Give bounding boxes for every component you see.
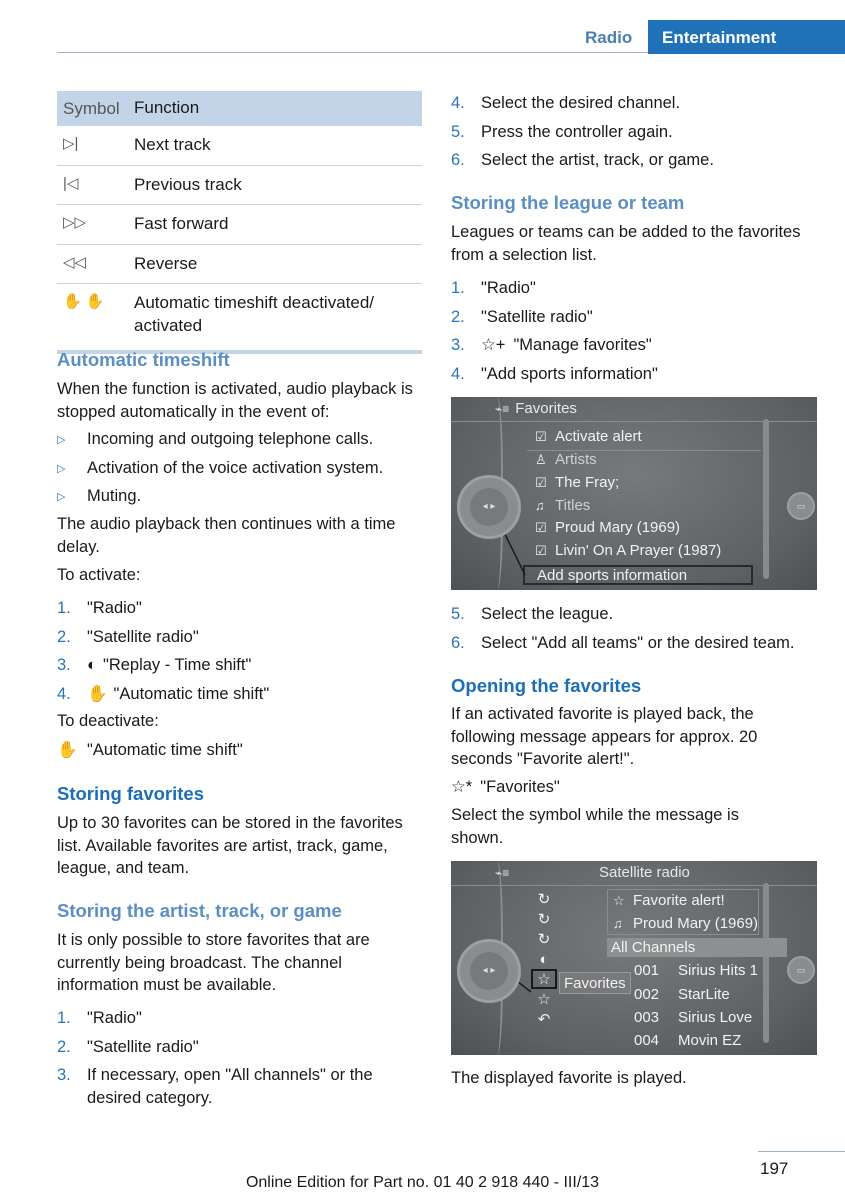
steps-select-channel [451,92,831,178]
table-row [57,284,422,345]
list-item [57,683,427,712]
controller-knob[interactable] [457,939,521,1003]
step-number: 6. [451,151,465,169]
step-text: "Satellite radio" [481,307,593,326]
step-number: 4. [57,684,71,703]
col-function: Function [134,98,200,118]
activate-steps [57,597,427,711]
list-item [451,334,831,363]
menu-item-label: Proud Mary (1969) [555,519,681,536]
back-icon[interactable]: ↶ [537,1011,551,1028]
step-text: "Satellite radio" [87,1037,199,1056]
col-symbol: Symbol [63,98,120,118]
music-note-icon: ♫ [613,916,623,931]
league-steps [451,277,831,391]
list-item [57,1036,427,1065]
bullet-text: Activation of the voice activation system. [87,458,384,477]
screen-title-text: Favorites [515,400,577,417]
list-item [451,363,831,392]
step-text: "Automatic time shift" [113,684,270,703]
heading-storing-artist: Storing the artist, track, or game [57,900,342,921]
channel-number: 003 [634,1009,660,1026]
step-number: 1. [57,599,71,617]
channel-number: 004 [634,1032,660,1049]
satellite-radio-screen [451,861,817,1055]
list-item [57,428,427,457]
heading-storing-favorites: Storing favorites [57,783,204,804]
heading-opening-favorites: Opening the favorites [451,675,642,696]
options-button[interactable] [787,956,815,984]
list-item [451,632,831,661]
music-note-icon: ♫ [535,498,545,513]
menu-item-label: The Fray; [555,474,620,491]
timeshift-active-icon: ✋ [57,741,78,759]
fast-forward-icon: ▷▷ [63,214,87,231]
list-item [57,597,427,626]
step-text: Select "Add all teams" or the desired team. [481,633,795,652]
paragraph-timeshift: When the function is activated, audio playback is stopped automatically in the event of: [57,380,413,421]
next-track-icon: ▷| [63,135,79,152]
list-item [57,654,427,683]
chapter-tab-entertainment[interactable]: Entertainment [648,20,845,54]
manage-favorites-icon: ☆+ [481,336,506,354]
list-item [451,603,831,632]
step-text: "Add sports information" [481,364,658,383]
favorites-icon[interactable]: ☆ [531,969,557,989]
step-text: Press the controller again. [481,122,673,141]
bullet-text: Incoming and outgoing telephone calls. [87,430,374,448]
step-text: "Favorites" [480,778,560,796]
options-icon: ▭ [796,965,806,975]
table-row [57,205,422,245]
table-row [57,245,422,285]
alert-text: Favorite alert! [633,892,725,909]
label-to-activate: To activate: [57,566,141,584]
step-text: "Replay - Time shift" [102,656,252,674]
step-text: "Manage favorites" [513,336,652,354]
replay-icon: ◐ [87,656,97,674]
list-item [451,306,831,335]
step-text: "Radio" [87,1009,142,1027]
antenna-icon: ⌁≡ [495,402,510,416]
options-icon: ▭ [796,501,806,511]
list-item [451,277,831,306]
checkbox-icon: ☑ [535,474,547,490]
step-number: 2. [57,1037,71,1056]
category-label: All Channels [611,939,696,956]
channel-number: 001 [634,962,660,979]
list-item [57,485,427,514]
menu-item-label: Livin' On A Prayer (1987) [555,542,722,559]
step-text: If necessary, open "All channels" or the desired category. [87,1066,373,1107]
step-number: 6. [451,633,465,652]
label-to-deactivate: To deactivate: [57,712,159,730]
checkbox-icon: ☑ [535,428,547,444]
step-number: 3. [451,336,465,354]
channel-name: StarLite [678,986,730,1003]
star-icon: ☆ [613,892,625,908]
step-text: "Radio" [87,599,142,617]
table-cell: Reverse [134,253,198,273]
timeshift-icon[interactable]: ◐ [539,950,549,968]
heading-storing-league: Storing the league or team [451,192,685,213]
channel-name: Sirius Love [678,1009,753,1026]
step-text: Select the league. [481,605,614,623]
step-number: 4. [451,364,465,383]
previous-track-icon: |◁ [63,174,79,192]
screen-title-text: Satellite radio [599,864,690,881]
step-number: 3. [57,656,71,674]
step-number: 1. [451,279,465,297]
list-item [451,149,831,178]
deactivate-step [57,739,243,762]
checkbox-icon: ☑ [535,519,547,535]
step-number: 3. [57,1066,71,1084]
step-number: 5. [451,122,465,141]
checkbox-icon: ☑ [535,542,547,558]
steps-select-league [451,603,831,660]
menu-item-label: Activate alert [555,428,642,445]
replay-icon[interactable]: ↻ [537,891,551,908]
list-item [57,1007,427,1036]
step-number: 1. [57,1009,71,1027]
options-button[interactable] [787,492,815,520]
person-icon: ♙ [535,451,547,467]
section-tab-radio[interactable]: Radio [585,28,633,47]
footer-rule [758,1151,845,1152]
paragraph-opening: If an activated favorite is played back, the following message appears for approx. 20 seconds "Favorite alert!". [451,705,758,768]
channel-name: Movin EZ [678,1032,742,1049]
bullet-triangle-icon: ▷ [57,491,66,503]
replay-icon[interactable]: ↻ [537,911,551,928]
replay-icon[interactable]: ↻ [537,931,551,948]
favorites-icon: ☆* [451,778,473,796]
channel-number: 002 [634,986,660,1003]
tooltip-text: Favorites [564,974,626,992]
menu-item-label: Add sports information [537,566,688,584]
table-header [57,91,422,126]
step-text: "Satellite radio" [87,627,199,646]
track-text: Proud Mary (1969) [633,915,759,932]
edition-note: Online Edition for Part no. 01 40 2 918 440 - III/13 [245,1174,600,1191]
bullet-list [57,428,427,514]
menu-item-label: Titles [555,497,591,514]
bullet-text: Muting. [87,487,142,505]
step-text: "Radio" [481,279,536,297]
antenna-icon: ⌁≡ [495,866,510,880]
controller-arrows-icon: ◂ ▸ [470,488,508,526]
favorites-step [451,776,560,799]
list-item [451,92,831,121]
paragraph-storing: Up to 30 favorites can be stored in the favorites list. Available favorites are artist, track, game, league, and team. [57,814,403,877]
reverse-icon: ◁◁ [63,253,87,271]
controller-arrows-icon: ◂ ▸ [470,952,508,990]
timeshift-icon: ✋ ✋ [63,293,105,310]
menu-item-label: Artists [555,451,597,468]
table-row [57,126,422,166]
manage-favorites-icon[interactable]: ☆ [537,991,551,1008]
list-item [57,1064,427,1109]
step-number: 2. [57,627,71,646]
paragraph-select-symbol: Select the symbol while the message is shown. [451,806,739,847]
list-item [57,457,427,486]
symbol-table [57,91,422,354]
table-cell: Next track [134,135,211,154]
table-cell: Previous track [134,174,242,194]
step-number: 5. [451,605,465,623]
list-item [57,626,427,655]
table-row [57,166,422,206]
paragraph-played: The displayed favorite is played. [451,1069,687,1087]
list-item [451,121,831,150]
controller-knob[interactable] [457,475,521,539]
step-text: "Automatic time shift" [87,741,243,759]
artist-steps [57,1007,427,1109]
favorites-screen [451,397,817,590]
paragraph-continue: The audio playback then continues with a time delay. [57,515,396,556]
table-cell: Automatic timeshift deactivated/ activated [134,293,375,335]
step-text: Select the artist, track, or game. [481,151,714,169]
timeshift-icon: ✋ [87,684,108,703]
channel-name: Sirius Hits 1 [678,962,759,979]
step-number: 4. [451,94,465,112]
heading-automatic-timeshift: Automatic timeshift [57,349,230,370]
bullet-triangle-icon: ▷ [57,434,66,446]
step-text: Select the desired channel. [481,94,681,112]
page-number: 197 [760,1159,789,1178]
bullet-triangle-icon: ▷ [57,462,66,475]
step-number: 2. [451,307,465,326]
paragraph-league: Leagues or teams can be added to the favorites from a selection list. [451,223,801,264]
table-cell: Fast forward [134,214,229,233]
paragraph-artist: It is only possible to store favorites that are currently being broadcast. The channel information must be available. [57,931,370,994]
